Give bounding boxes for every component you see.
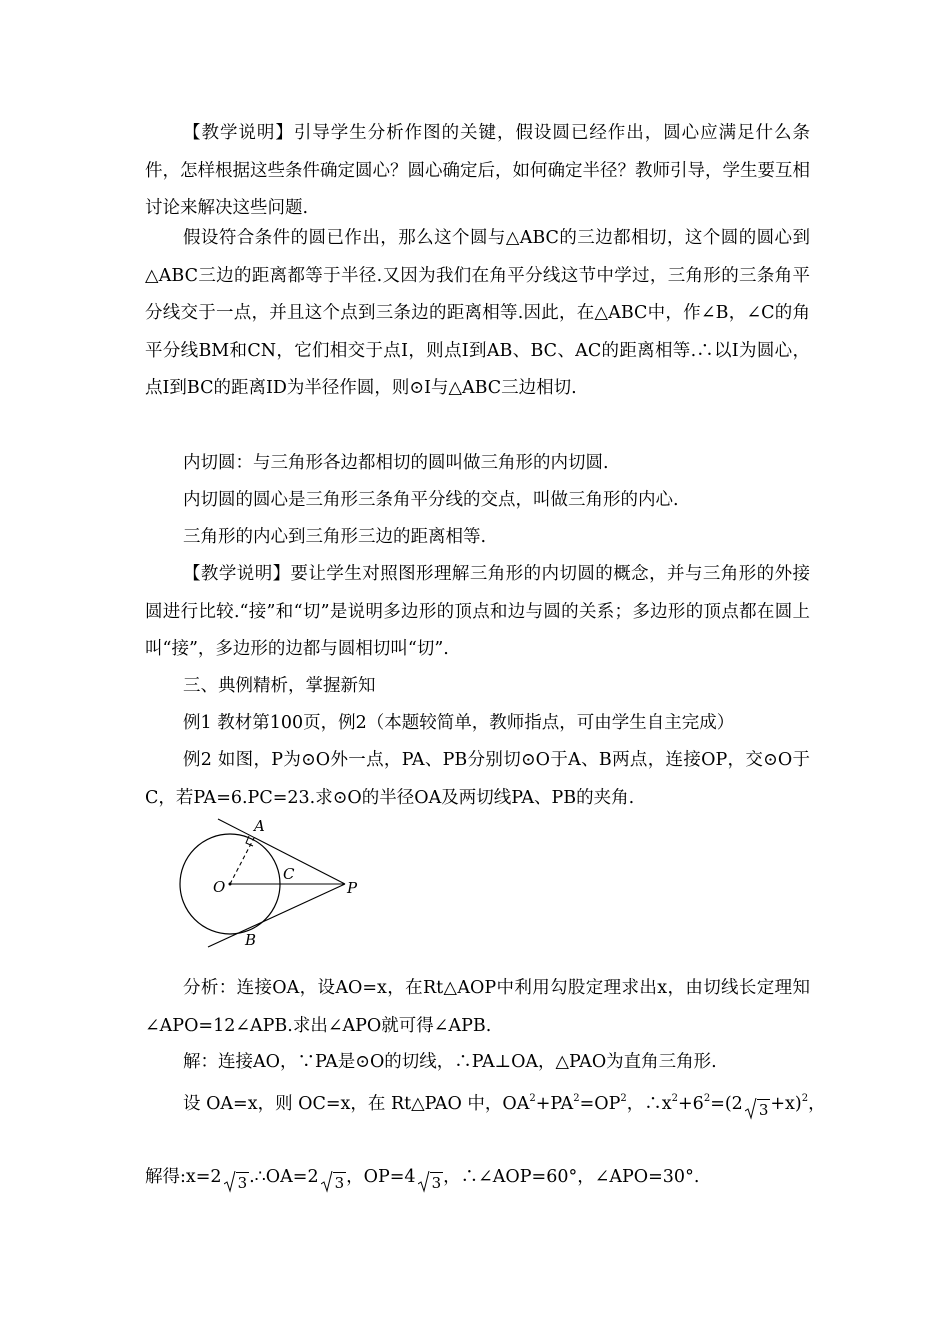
label-b: B (245, 931, 257, 949)
tangent-pb (208, 884, 345, 947)
incircle-definition: 内切圆：与三角形各边都相切的圆叫做三角形的内切圆. (183, 453, 609, 473)
section-heading: 三、典例精析，掌握新知 (183, 676, 376, 696)
solution-line-1: 解：连接AO，∵PA是⊙O的切线，∴PA⊥OA，△PAO为直角三角形. (183, 1052, 717, 1072)
incircle-construction-paragraph: 假设符合条件的圆已作出，那么这个圆与△ABC的三边都相切，这个圆的圆心到△ABC三边的距离都等于半径.又因为我们在角平分线这节中学过，三角形的三条角平分线交于一点，并且这个点到三条边的距离相等.因此，在△ABC中，作∠B，∠C的角平分线BM和CN，它们相交于点I，则点I到AB、BC、AC的距离相等.∴以I为圆心，点I到BC的距离ID为半径作圆，则⊙I与△ABC三边相切. (145, 228, 810, 398)
teaching-note-1: 【教学说明】引导学生分析作图的关键，假设圆已经作出，圆心应满足什么条件，怎样根据这些条件确定圆心？圆心确定后，如何确定半径？教师引导，学生要互相讨论来解决这些问题. (145, 123, 810, 218)
label-c: C (283, 865, 295, 883)
geometry-figure (170, 815, 370, 955)
sqrt-expression: 3 (321, 1167, 347, 1193)
label-o: O (213, 878, 226, 896)
label-a: A (254, 817, 265, 835)
radical-sign (745, 1098, 757, 1120)
point-o (229, 883, 232, 886)
incenter-property: 三角形的内心到三角形三边的距离相等. (183, 527, 487, 547)
equation-line-2: 解得:x=2 3 .∴OA=2 3 ，OP=4 3 ，∴∠AOP=60°，∠APO=30°. (145, 1167, 700, 1192)
equation-line-1: 设 OA=x，则 OC=x，在 Rt△PAO 中，$OA^2+PA^2=OP^2$，$\therefore x^2+6^2=(2$ 3 +x)$^2$， (183, 1093, 826, 1119)
example-2: 例2 如图，P为⊙O外一点，PA、PB分别切⊙O于A、B两点，连接OP，交⊙O于C，若PA=6.PC=23.求⊙O的半径OA及两切线PA、PB的夹角. (145, 750, 810, 808)
sqrt-expression: 3 (418, 1167, 444, 1193)
radical-sign (418, 1171, 430, 1193)
sqrt-expression: 3 (745, 1094, 771, 1120)
radical-sign (321, 1171, 333, 1193)
tangent-pa (218, 819, 345, 884)
teaching-note-2: 【教学说明】要让学生对照图形理解三角形的内切圆的概念，并与三角形的外接圆进行比较.“接”和“切”是说明多边形的顶点和边与圆的关系；多边形的顶点都在圆上叫“接”，多边形的边都与圆相切叫“切”. (145, 564, 810, 659)
incenter-definition: 内切圆的圆心是三角形三条角平分线的交点，叫做三角形的内心. (183, 490, 679, 510)
label-p: P (347, 879, 358, 897)
example-1: 例1 教材第100页，例2（本题较简单，教师指点，可由学生自主完成） (183, 713, 735, 733)
sqrt-expression: 3 (224, 1167, 250, 1193)
analysis-paragraph: 分析：连接OA，设AO=x，在Rt△AOP中利用勾股定理求出x，由切线长定理知∠APO=12∠APB.求出∠APO就可得∠APB. (145, 978, 810, 1036)
radical-sign (224, 1171, 236, 1193)
